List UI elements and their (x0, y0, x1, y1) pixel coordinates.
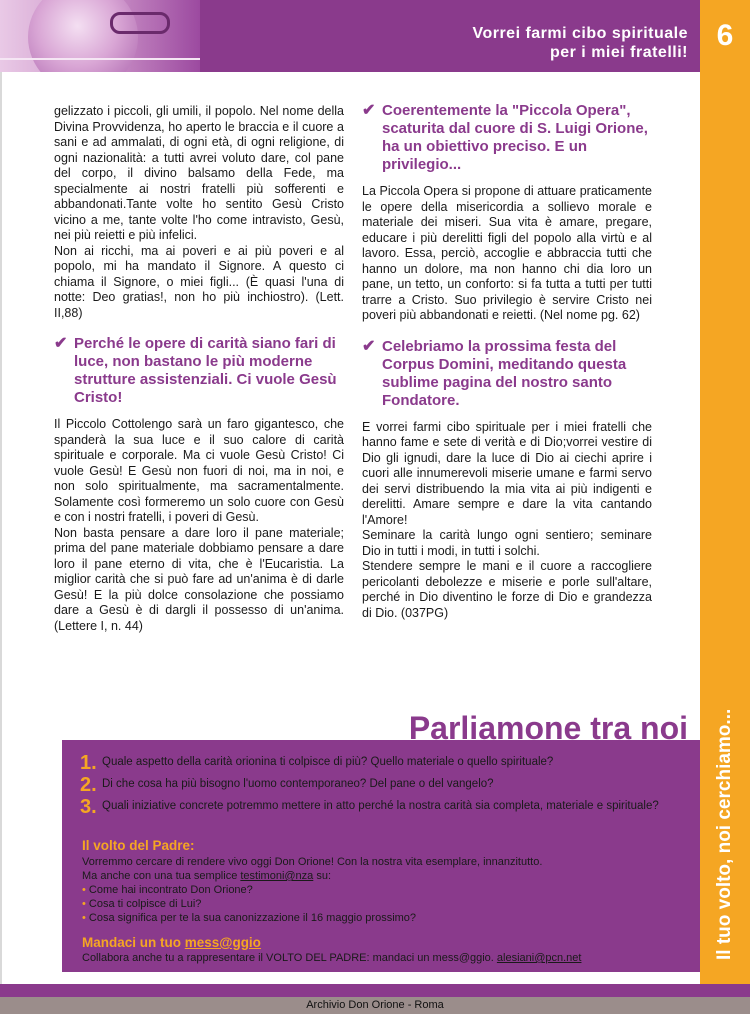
right-para-4: Stendere sempre le mani e il cuore a raccogliere pericolanti debolezze e miserie e porle sull'altare, perché in Dio diventino le forze di Dio e grandezza di Dio. (037PG) (362, 559, 652, 620)
header-photo (0, 0, 200, 72)
question-text: Quale aspetto della carità orionina ti colpisce di più? Quello materiale o quello spirituale? (102, 756, 554, 768)
checkmark-icon: ✔ (362, 337, 376, 355)
left-rule (0, 72, 2, 984)
testimonianza-link[interactable]: testimoni@nza (240, 870, 314, 882)
list-item: • Cosa significa per te la sua canonizzazione il 16 maggio prossimo? (82, 911, 416, 925)
volto-heading: Il volto del Padre: (82, 838, 195, 853)
question-number: 2. (80, 774, 97, 796)
left-para-1: gelizzato i piccoli, gli umili, il popolo. Nel nome della Divina Provvidenza, ho aperto le braccia e il cuore a sani e ad ammalati, di ogni età, di ogni religione, di ogni nazionalità: a tutti avrei voluto dare, col pane del corpo, il divino balsamo della Fede, ma specialmente ai nostri fratelli più sofferenti e abbandonati.Tante volte ho sentito Gesù Cristo vicino a me, tante volte l'ho come intravisto, Gesù, nei più reietti e più infelici. (54, 104, 344, 242)
right-subheading-2-text: Celebriamo la prossima festa del Corpus Domini, meditando questa sublime pagina del nostro santo Fondatore. (382, 337, 627, 409)
list-item: • Cosa ti colpisce di Lui? (82, 897, 416, 911)
left-para-4: Non basta pensare a dare loro il pane materiale; prima del pane materiale dobbiamo pensare a dare loro il pane eterno di vita, che è l'Eucaristia. La miglior carità che si può fare ad un'anima è di darle Gesù! E la più dolce consolazione che possiamo dare a Gesù è di dargli il possesso di un'anima. (Lettere I, n. 44) (54, 525, 344, 633)
volto-line2 (82, 869, 692, 883)
header-photo-rule (0, 58, 200, 60)
portrait-face (28, 0, 138, 72)
mandaci-line (82, 951, 692, 965)
page-title-line1: Vorrei farmi cibo spirituale (472, 25, 688, 42)
page-title (268, 24, 688, 62)
right-column (362, 104, 652, 621)
right-para-2: E vorrei farmi cibo spirituale per i miei fratelli che hanno fame e sete di verità e di Dio;vorrei vestire di Dio gli ignudi, dare la luce di Dio ai ciechi aprire i cuori alle innumerevoli miserie umane e farmi servo dei servi distribuendo la mia vita ai più indigenti e derelitti. Amare sempre e dare la vita cantando l'Amore! (362, 419, 652, 527)
messaggio-link[interactable]: mess@ggio (184, 935, 261, 950)
question-text: Di che cosa ha più bisogno l'uomo contemporaneo? Del pane o del vangelo? (102, 778, 494, 790)
list-item: • Come hai incontrato Don Orione? (82, 883, 416, 897)
left-subheading (54, 335, 344, 407)
right-subheading-1 (362, 102, 652, 174)
page-number: 6 (700, 0, 750, 72)
question-number: 3. (80, 796, 97, 818)
right-para-3: Seminare la carità lungo ogni sentiero; seminare Dio in tutti i modi, in tutti i solchi. (362, 528, 652, 558)
right-subheading-2 (362, 338, 652, 410)
question-1 (80, 752, 690, 774)
right-para-1: La Piccola Opera si propone di attuare praticamente le opere della misericordia a sollievo morale e materiale dei miseri. Sua vita è amare, pregare, educare i più derelitti figli del popolo alla virtù e al lavoro. Essa, perciò, accoglie e abbraccia tutti che hanno un dolore, ma non hanno chi dia loro un pane, un tetto, un conforto: si fa tutta a tutti per tutti trarre a Cristo. Suo privilegio è servire Cristo nei poveri più abbandonati e reietti. (Nel nome pg. 62) (362, 184, 652, 322)
footer-text: Archivio Don Orione - Roma (0, 997, 750, 1014)
question-3 (80, 796, 690, 818)
page-title-line2: per i miei fratelli! (549, 44, 688, 61)
question-number: 1. (80, 752, 97, 774)
volto-bullets (82, 883, 416, 925)
portrait-glasses (110, 12, 170, 34)
volto-line2-suffix: su: (313, 870, 332, 882)
mandaci-heading (82, 935, 261, 951)
mandaci-line-text: Collabora anche tu a rappresentare il VOLTO DEL PADRE: mandaci un mess@ggio. (82, 952, 497, 964)
volto-intro: Vorremmo cercare di rendere vivo oggi Don Orione! Con la nostra vita esemplare, innanzitutto. (82, 856, 543, 868)
left-column (54, 104, 344, 634)
volto-line2-prefix: Ma anche con una tua semplice (82, 870, 241, 882)
mandaci-heading-prefix: Mandaci un tuo (82, 935, 185, 950)
question-text: Quali iniziative concrete potremmo mettere in atto perché la nostra carità sia completa, materiale e spirituale? (102, 800, 659, 812)
side-tab-text: Il tuo volto, noi cerchiamo... (714, 708, 735, 960)
left-para-3: Il Piccolo Cottolengo sarà un faro gigantesco, che spanderà la sua luce e il suo calore di carità spirituale e corporale. Ma ci vuole Gesù Cristo! Ci vuole Gesù! E Gesù non fuori di noi, ma in noi, e non solo spiritualmente, ma sacramentalmente. Solamente così formeremo un solo cuore con Gesù e con i nostri fratelli, i poveri di Gesù. (54, 417, 344, 524)
question-2 (80, 774, 690, 796)
email-link[interactable]: alesiani@pcn.net (496, 952, 582, 964)
left-subheading-text: Perché le opere di carità siano fari di luce, non bastano le più moderne strutture assistenziali. Ci vuole Gesù Cristo! (74, 335, 337, 406)
right-subheading-1-text: Coerentemente la "Piccola Opera", scaturita dal cuore di S. Luigi Orione, ha un obiettivo preciso. E un privilegio... (382, 102, 648, 173)
checkmark-icon: ✔ (362, 102, 376, 119)
discussion-title: Parliamone tra noi (408, 710, 688, 746)
left-para-2: Non ai ricchi, ma ai poveri e ai più poveri e al popolo, mi ha mandato il Signore. A questo ci chiama il Signore, o miei figli... (È quasi l'una di notte: Deo gratias!, non ho più inchiostro). (Lett. II,88) (54, 243, 344, 320)
checkmark-icon: ✔ (54, 335, 68, 352)
